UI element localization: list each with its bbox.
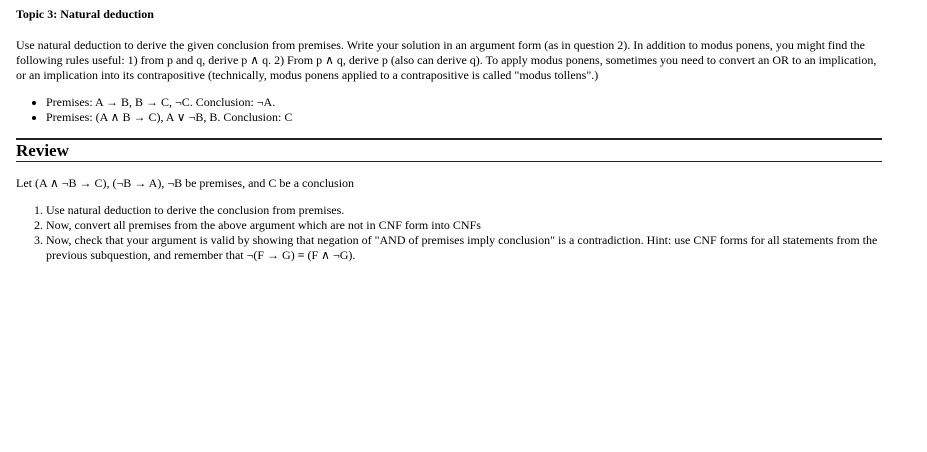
topic-title: Topic 3: Natural deduction <box>16 7 154 21</box>
section-title: Review <box>16 141 69 160</box>
task-list <box>16 203 882 263</box>
premises-statement: Let (A ∧ ¬B → C), (¬B → A), ¬B be premises, and C be a conclusion <box>16 176 355 190</box>
list-item: 1. Use natural deduction to derive the conclusion from premises. <box>46 203 882 218</box>
list-item: • Premises: (A ∧ B → C), A ∨ ¬B, B. Conclusion: C <box>46 110 292 125</box>
section-divider-top <box>16 138 882 140</box>
intro-paragraph: Use natural deduction to derive the given conclusion from premises. Write your solution in an argument form (as in question 2). In addition to modus ponens, you might find the following rules useful: 1) from p and q, derive p ∧ q. 2) From p ∧ q, derive p (also can derive q). To apply modus ponens, sometimes you need to convert an OR to an implication, or an implication into its contrapositive (technically, modus ponens applied to a contrapositive is called "modus tollens".) <box>16 38 877 82</box>
premise-list <box>16 95 292 125</box>
list-item: • Premises: A → B, B → C, ¬C. Conclusion: ¬A. <box>46 95 292 110</box>
list-item: 3. Now, check that your argument is valid by showing that negation of "AND of premises imply conclusion" is a contradiction. Hint: use CNF forms for all statements from the previous subquestion, and remember that ¬(F → G) ≡ (F ∧ ¬G). <box>46 233 882 263</box>
list-item: 2. Now, convert all premises from the above argument which are not in CNF form into CNFs <box>46 218 882 233</box>
section-divider-bottom <box>16 161 882 162</box>
